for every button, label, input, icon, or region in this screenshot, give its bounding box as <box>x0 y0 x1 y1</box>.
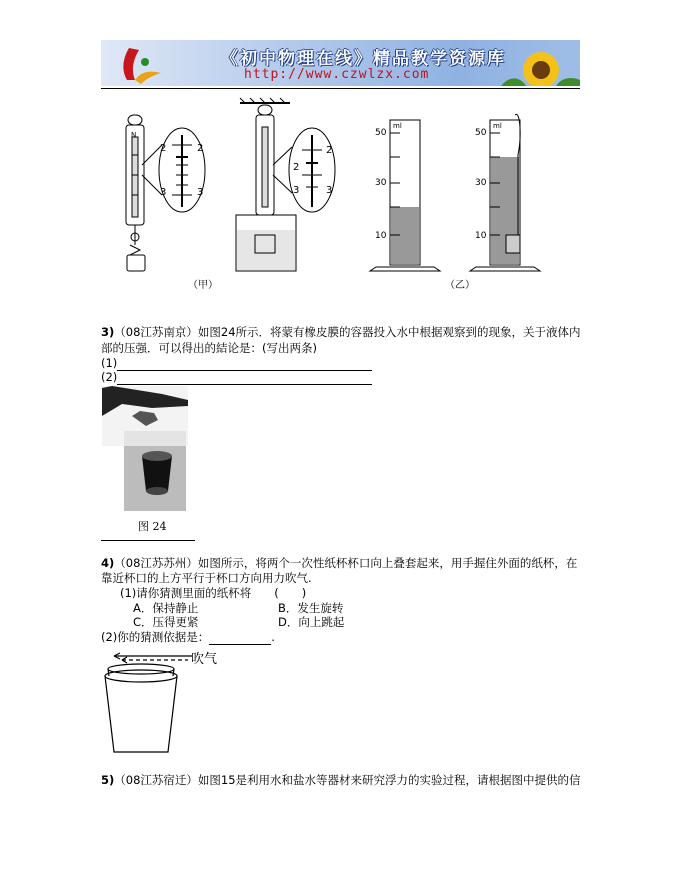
cylinder1-tick-30: 30 <box>375 178 387 188</box>
q3-stem-line1 <box>101 324 581 340</box>
cylinder1-tick-10: 10 <box>375 231 387 241</box>
q4-sub2 <box>101 629 275 645</box>
zoom-left-tick-2: 3 <box>160 187 167 198</box>
header-divider <box>101 88 580 89</box>
q4-answer-line[interactable] <box>209 631 271 645</box>
q3-blank-2 <box>101 369 372 385</box>
q4-stem-line2: 靠近杯口的上方平行于杯口方向用力吹气. <box>101 571 312 585</box>
q3-figure-photo <box>102 386 188 533</box>
q3-blank2-label: (2) <box>101 370 118 384</box>
zoom-left-tick-0: 2 <box>160 143 167 154</box>
zoom-right-tick-3: 3 <box>326 185 333 196</box>
q4-option-c[interactable]: C．压得更紧 <box>133 615 199 629</box>
site-url-link[interactable]: http://www.czwlzx.com <box>244 67 430 82</box>
q4-blow-label: 吹气 <box>191 652 218 667</box>
figure-drawing <box>100 95 570 295</box>
q3-figure-caption: 图 24 <box>138 520 167 533</box>
cylinder2-tick-50: 50 <box>475 128 487 138</box>
q4-option-d[interactable]: D．向上跳起 <box>278 615 345 629</box>
zoom-right-tick-0: 2 <box>293 162 300 173</box>
q4-stem-text1: （08江苏苏州）如图所示，将两个一次性纸杯杯口向上叠套起来，用手握住外面的纸杯，在 <box>114 556 578 570</box>
header-banner <box>101 40 580 86</box>
spring-scale-middle <box>236 98 296 271</box>
q3-stem-text1: （08江苏南京）如图24所示．将蒙有橡皮膜的容器投入水中根据观察到的现象，关于液体内 <box>114 325 581 339</box>
q3-blank1-label: (1) <box>101 356 118 370</box>
q4-stem-line1 <box>101 555 577 571</box>
zoom-left-tick-3: 3 <box>197 187 204 198</box>
scale-letter-left: N <box>131 131 137 139</box>
q5-number: 5) <box>101 773 115 787</box>
q5-stem-text1: （08江苏宿迁）如图15是利用水和盐水等器材来研究浮力的实验过程，请根据图中提供的信 <box>114 773 581 787</box>
q4-sub2-suffix: . <box>271 630 275 644</box>
q3-answer-line-2[interactable] <box>117 371 372 385</box>
figure-spring-scale-cylinder <box>100 95 570 295</box>
sunflower-icon <box>501 52 580 86</box>
cylinder1-tick-50: 50 <box>375 128 387 138</box>
q4-sub1: (1)请你猜测里面的纸杯将 ( ) <box>120 586 307 600</box>
q4-sub2-prefix: (2)你的猜测依据是： <box>101 630 210 644</box>
q4-option-b[interactable]: B．发生旋转 <box>278 601 344 615</box>
q3-stem-line2: 部的压强．可以得出的結论是：(写出两条) <box>101 341 317 355</box>
q4-figure-cups <box>100 648 230 756</box>
cylinder2-tick-10: 10 <box>475 231 487 241</box>
measuring-cylinder-1 <box>370 120 440 271</box>
cylinder2-tick-30: 30 <box>475 178 487 188</box>
q3-number: 3) <box>101 325 115 339</box>
q4-option-a[interactable]: A．保持静止 <box>133 601 199 615</box>
figure-label-yi: （乙） <box>445 280 475 291</box>
cylinder2-unit: ml <box>493 122 502 130</box>
q3-separator <box>101 540 195 541</box>
site-logo-icon <box>123 48 161 84</box>
zoom-right-tick-2: 3 <box>293 185 300 196</box>
figure-label-jia: （甲） <box>188 280 218 291</box>
q5-stem-line1 <box>101 772 581 788</box>
zoom-left-tick-1: 2 <box>197 143 204 154</box>
site-title: 《初中物理在线》精品教学资源库 <box>221 49 506 69</box>
zoom-bubble-left <box>159 128 205 212</box>
q4-number: 4) <box>101 556 115 570</box>
container-in-water-photo <box>102 386 188 514</box>
zoom-right-tick-1: 2 <box>326 145 333 156</box>
cylinder1-unit: ml <box>393 122 402 130</box>
